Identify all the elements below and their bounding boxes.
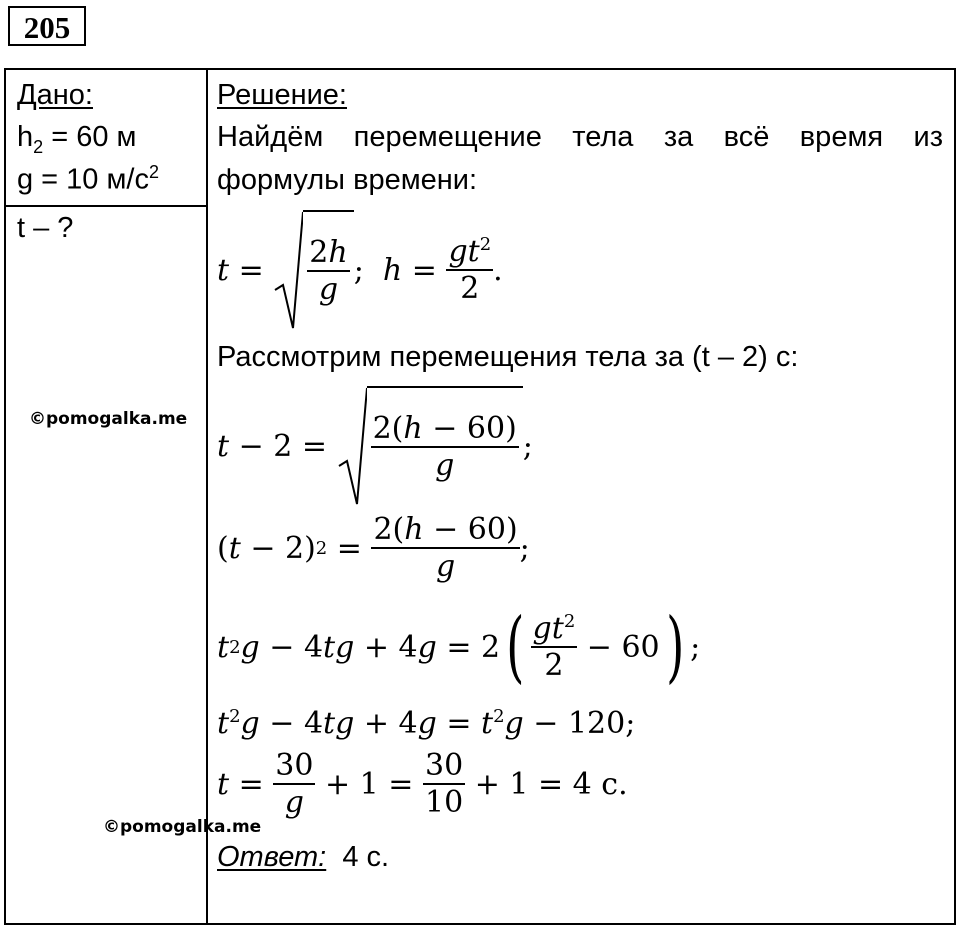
- given-divider: [4, 205, 207, 207]
- given-g: g = 10 $м/с^2$: [17, 162, 160, 196]
- equation-expanded: t 2 g − 4 tg + 4 g = 2 ( $\frac{gt^2}{2}$ − 60 ) ;: [217, 602, 701, 692]
- equation-simplified: $t^2g - 4tg + 4g = t^2g - 120$;: [217, 706, 636, 741]
- column-divider: [206, 68, 208, 925]
- solution-header: Решение:: [217, 79, 347, 111]
- solution-text-3: Рассмотрим перемещения тела за (t – 2) с:: [217, 341, 799, 373]
- given-header: Дано:: [17, 79, 93, 111]
- equation-squared: ( t − 2) 2 = $\frac{2(h - 60)}{g}$ ;: [217, 512, 530, 584]
- answer-value: 4 с.: [342, 841, 390, 873]
- equation-time-minus-two: t − 2 = $\frac{2(h - 60)}{g}$ ;: [217, 386, 533, 506]
- answer-label: Ответ:: [217, 841, 327, 873]
- given-h2: $h_2 = 60$ м: [17, 121, 137, 157]
- equation-result: t = $\frac{30}{g}$ + 1 = $\frac{30}{10}$ + 1 = 4 с.: [217, 748, 628, 820]
- find-t: t – ?: [17, 212, 74, 244]
- equation-time-formula: t = $\frac{2h}{g}$ ; h = $\frac{gt^2}{2}$ .: [217, 210, 503, 330]
- watermark: ©pomogalka.me: [103, 817, 262, 837]
- solution-text-2: формулы времени:: [217, 164, 478, 196]
- problem-number: 205: [8, 6, 86, 46]
- answer: [217, 842, 389, 874]
- watermark: ©pomogalka.me: [29, 409, 188, 429]
- solution-text-1: Найдём перемещение тела за всё время из: [217, 121, 943, 153]
